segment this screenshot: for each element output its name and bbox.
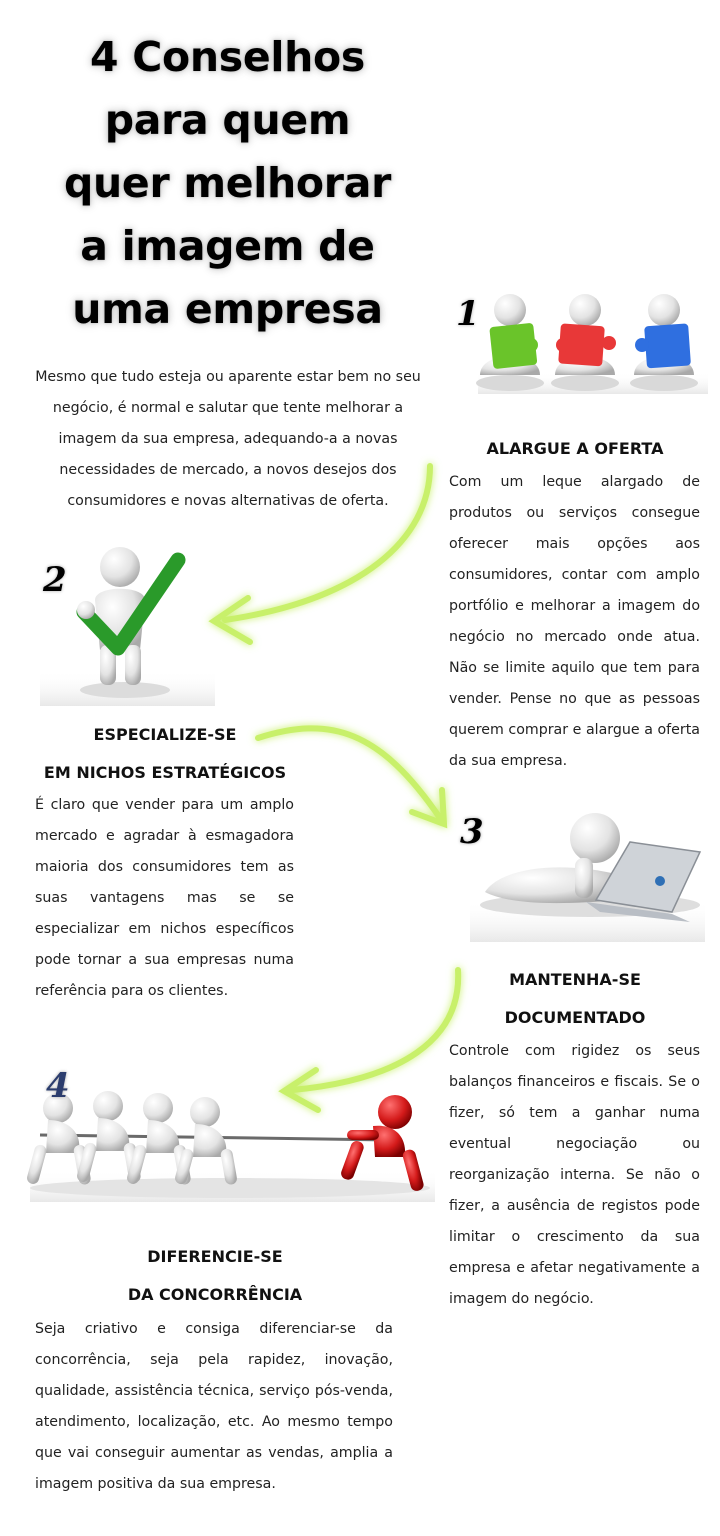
tip-2-heading-line-1: ESPECIALIZE-SE	[93, 725, 237, 744]
tip-4-text: Seja criativo e consiga diferenciar-se da concorrência, seja pela rapidez, inovação, qualidade, assistência técnica, serviço pós-venda, atendimento, localização, etc. Ao mesmo tempo que vai conseguir aumentar as vendas, amplia a imagem positiva da sua empresa.	[35, 1321, 393, 1492]
tug-of-war-illustration	[26, 1091, 435, 1202]
puzzle-figures-illustration	[476, 294, 708, 394]
intro-paragraph: Mesmo que tudo esteja ou aparente estar bem no seu negócio, é normal e salutar que tente melhorar a imagem da sua empresa, adequando-a a novas necessidades de mercado, a novos desejos dos consumidores e novas alternativas de oferta.	[35, 369, 421, 509]
title-line: 4 Conselhos	[90, 33, 365, 81]
tip-3-text: Controle com rigidez os seus balanços financeiros e fiscais. Se o fizer, só tem a ganhar numa eventual negociação ou reorganização interna. Se não o fizer, a ausência de registos pode limitar o crescimento da sua empresa e afetar negativamente a imagem do negócio.	[449, 1043, 700, 1307]
laptop-figure-illustration	[470, 813, 705, 942]
tip-2-heading-line-2: EM NICHOS ESTRATÉGICOS	[43, 763, 287, 782]
tip-1-heading: ALARGUE A OFERTA	[486, 439, 664, 458]
tip-1-number: 1	[456, 294, 480, 334]
arrow-3-to-4	[284, 970, 458, 1110]
title-line: uma empresa	[72, 285, 383, 333]
tip-2-number: 2	[43, 560, 67, 600]
tip-3-number: 3	[460, 812, 484, 852]
tip-4-heading-line-2: DA CONCORRÊNCIA	[127, 1285, 303, 1304]
tip-2-text: É claro que vender para um amplo mercado e agradar à esmagadora maioria dos consumidores tem as suas vantagens mas se se especializar em nichos específicos pode tornar a sua empresas numa referência para os clientes.	[35, 797, 294, 999]
title-line: quer melhorar	[64, 159, 391, 207]
page-title	[40, 26, 415, 341]
tip-1-text: Com um leque alargado de produtos ou serviços consegue oferecer mais opções aos consumidores, contar com amplo portfólio e melhorar a imagem do negócio no mercado onde atua. Não se limite aquilo que tem para vender. Pense no que as pessoas querem comprar e alargue a oferta da sua empresa.	[449, 474, 700, 769]
title-line: para quem	[104, 96, 351, 144]
tip-3-heading-line-1: MANTENHA-SE	[509, 970, 641, 989]
tip-4-number: 4	[46, 1066, 70, 1106]
tip-3-heading-line-2: DOCUMENTADO	[504, 1008, 646, 1027]
tip-4-heading-line-1: DIFERENCIE-SE	[147, 1247, 283, 1266]
title-line: a imagem de	[80, 222, 375, 270]
